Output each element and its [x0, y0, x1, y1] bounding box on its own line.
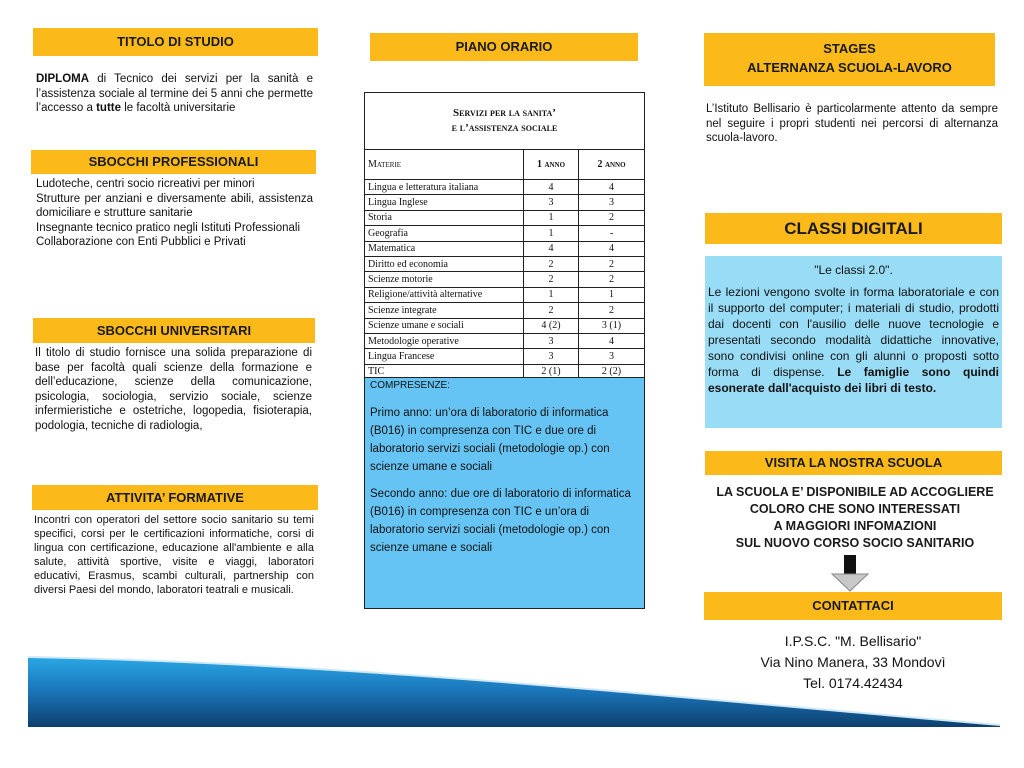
orario-table	[365, 150, 644, 380]
orario-materia: Diritto ed economia	[365, 256, 524, 271]
sbocchi-prof-heading	[31, 150, 316, 174]
compresenze-secondo: Secondo anno: due ore di laboratorio di informatica (B016) in compresenza con TIC e un’ora di laboratorio servizi sociali (metodologie op.) con scienze umane e sociali	[370, 488, 631, 554]
orario-anno2: 2	[579, 303, 645, 318]
sbocchi-prof-line: Insegnante tecnico pratico negli Istituti Professionali	[36, 221, 301, 234]
orario-materia: Storia	[365, 210, 524, 225]
visita-line: COLORO CHE SONO INTERESSATI	[749, 502, 961, 516]
contattaci-heading	[704, 592, 1002, 620]
orario-row	[365, 256, 644, 271]
orario-anno2: 3	[579, 195, 645, 210]
orario-materia: Matematica	[365, 241, 524, 256]
titolo-heading	[33, 28, 318, 56]
contact-line: I.P.S.C. "M. Bellisario"	[784, 633, 922, 649]
orario-anno2: 2	[579, 272, 645, 287]
orario-materia: Lingua Francese	[365, 349, 524, 364]
orario-materia: Geografia	[365, 226, 524, 241]
orario-row	[365, 226, 644, 241]
orario-row	[365, 318, 644, 333]
orario-materia: Scienze umane e sociali	[365, 318, 524, 333]
stages-text: L’Istituto Bellisario è particolarmente attento da sempre nel seguire i propri studenti nei percorsi di alternanza scuola-lavoro.	[706, 103, 998, 144]
stages-heading-line-2: ALTERNANZA SCUOLA-LAVORO	[747, 60, 952, 75]
stages-heading-line-1: STAGES	[823, 41, 876, 56]
orario-anno2: 4	[579, 241, 645, 256]
orario-anno1: 2	[524, 303, 579, 318]
col-anno2: 2 anno	[579, 150, 645, 180]
orario-anno1: 3	[524, 195, 579, 210]
orario-materia: Scienze integrate	[365, 303, 524, 318]
orario-row	[365, 195, 644, 210]
orario-anno1: 2	[524, 256, 579, 271]
orario-materia: TIC	[365, 364, 524, 379]
contattaci-heading-text: CONTATTACI	[812, 598, 894, 613]
orario-anno2: 2 (2)	[579, 364, 645, 379]
orario-anno2: 3	[579, 349, 645, 364]
sbocchi-prof-line: Collaborazione con Enti Pubblici e Privati	[36, 236, 246, 248]
orario-anno2: -	[579, 226, 645, 241]
orario-materia: Metodologie operative	[365, 333, 524, 348]
orario-anno2: 2	[579, 210, 645, 225]
orario-anno2: 4	[579, 180, 645, 195]
classi-digitali-heading-text: CLASSI DIGITALI	[784, 219, 923, 238]
orario-header-row	[365, 150, 644, 180]
titolo-bold-tutte: tutte	[96, 102, 122, 114]
classi-bold-text: Le famiglie sono quindi esonerate dall'acquisto dei libri di testo.	[708, 365, 999, 395]
visita-line: A MAGGIORI INFOMAZIONI	[773, 519, 937, 533]
piano-orario-heading	[370, 33, 638, 61]
orario-row	[365, 272, 644, 287]
orario-row	[365, 241, 644, 256]
sbocchi-univ-heading-text: SBOCCHI UNIVERSITARI	[96, 323, 252, 338]
orario-materia: Lingua Inglese	[365, 195, 524, 210]
orario-table-title	[365, 93, 644, 150]
visita-heading-text: VISITA LA NOSTRA SCUOLA	[764, 455, 943, 470]
visita-heading	[705, 451, 1002, 475]
orario-row	[365, 303, 644, 318]
orario-anno1: 4 (2)	[524, 318, 579, 333]
orario-title-line-1: Servizi per la sanita’	[453, 107, 556, 119]
piano-orario-heading-text: PIANO ORARIO	[455, 39, 553, 54]
orario-row	[365, 333, 644, 348]
orario-materia: Religione/attività alternative	[365, 287, 524, 302]
classi-digitali-heading	[705, 213, 1002, 244]
sbocchi-univ-heading	[33, 318, 315, 343]
orario-anno1: 2	[524, 272, 579, 287]
orario-anno1: 1	[524, 210, 579, 225]
titolo-bold-diploma: DIPLOMA	[36, 73, 90, 85]
visita-line: SUL NUOVO CORSO SOCIO SANITARIO	[735, 536, 975, 550]
orario-row	[365, 287, 644, 302]
attivita-heading-text: ATTIVITA’ FORMATIVE	[106, 490, 244, 505]
col-anno1: 1 anno	[524, 150, 579, 180]
orario-anno1: 4	[524, 241, 579, 256]
arrow-down-icon	[828, 555, 872, 593]
sbocchi-prof-line: Strutture per anziani e diversamente abili, assistenza domiciliare e strutture sanitarie	[36, 192, 313, 219]
titolo-text-2: le facoltà universitarie	[121, 102, 236, 114]
classi-subtitle: "Le classi 2.0".	[814, 263, 893, 277]
contact-line: Via Nino Manera, 33 Mondovì	[760, 654, 946, 670]
orario-materia: Lingua e letteratura italiana	[365, 180, 524, 195]
classi-digitali-box	[705, 256, 1002, 428]
orario-title-line-2: e l’assistenza sociale	[451, 122, 558, 134]
classi-text: Le lezioni vengono svolte in forma laboratoriale e con il supporto del computer; i materiali di studio, prodotti dai docenti con l'ausilio delle nuove tecnologie e presentati secondo modalità didattiche innovative, sono condivisi online con gli alunni o proposti sotto forma di dispense.	[708, 285, 999, 379]
orario-anno1: 1	[524, 287, 579, 302]
titolo-heading-text: TITOLO DI STUDIO	[117, 34, 234, 49]
decorative-wave	[28, 655, 1000, 727]
orario-row	[365, 180, 644, 195]
contact-line: Tel. 0174.42434	[803, 675, 903, 691]
titolo-text	[36, 72, 313, 116]
visita-text	[700, 484, 1010, 552]
orario-anno1: 3	[524, 349, 579, 364]
stages-heading	[704, 33, 995, 86]
orario-anno2: 3 (1)	[579, 318, 645, 333]
compresenze-primo: Primo anno: un’ora di laboratorio di informatica (B016) in compresenza con TIC e due ore di laboratorio servizi sociali (metodologie op.) con scienze umane e sociali	[370, 407, 610, 473]
orario-materia: Scienze motorie	[365, 272, 524, 287]
visita-line: LA SCUOLA E’ DISPONIBILE AD ACCOGLIERE	[716, 485, 994, 499]
compresenze-label: COMPRESENZE:	[370, 380, 451, 391]
orario-anno1: 2 (1)	[524, 364, 579, 379]
orario-row	[365, 210, 644, 225]
attivita-text: Incontri con operatori del settore socio sanitario su temi specifici, corsi per le certificazioni informatiche, corsi di lingua con certificazione, educazione all'ambiente e alla salute, attività sportive, visite e viaggi, laboratori educativi, Erasmus, scambi culturali, partnership con diversi Paesi del mondo, laboratori teatrali e musicali.	[34, 514, 314, 596]
orario-anno2: 2	[579, 256, 645, 271]
sbocchi-univ-text: Il titolo di studio fornisce una solida preparazione di base per facoltà quali scienze della formazione e dell’educazione, scienze della comunicazione, psicologia, sociologia, servizio sociale, scienze infermieristiche e ostetriche, logopedia, fisioterapia, podologia, tecniche di radiologia,	[35, 347, 312, 432]
orario-row	[365, 349, 644, 364]
compresenze-box	[365, 377, 644, 608]
sbocchi-prof-heading-text: SBOCCHI PROFESSIONALI	[88, 154, 259, 169]
orario-anno1: 1	[524, 226, 579, 241]
orario-anno2: 1	[579, 287, 645, 302]
orario-anno1: 4	[524, 180, 579, 195]
sbocchi-prof-line: Ludoteche, centri socio ricreativi per minori	[36, 178, 255, 190]
titolo-text-1: di Tecnico dei servizi per la sanità e l’assistenza sociale al termine dei 5 anni che permette l’accesso a	[36, 73, 313, 114]
sbocchi-prof-text	[36, 177, 313, 250]
orario-anno2: 4	[579, 333, 645, 348]
orario-box	[364, 92, 645, 609]
col-materie: Materie	[365, 150, 524, 180]
attivita-heading	[32, 485, 318, 510]
orario-anno1: 3	[524, 333, 579, 348]
